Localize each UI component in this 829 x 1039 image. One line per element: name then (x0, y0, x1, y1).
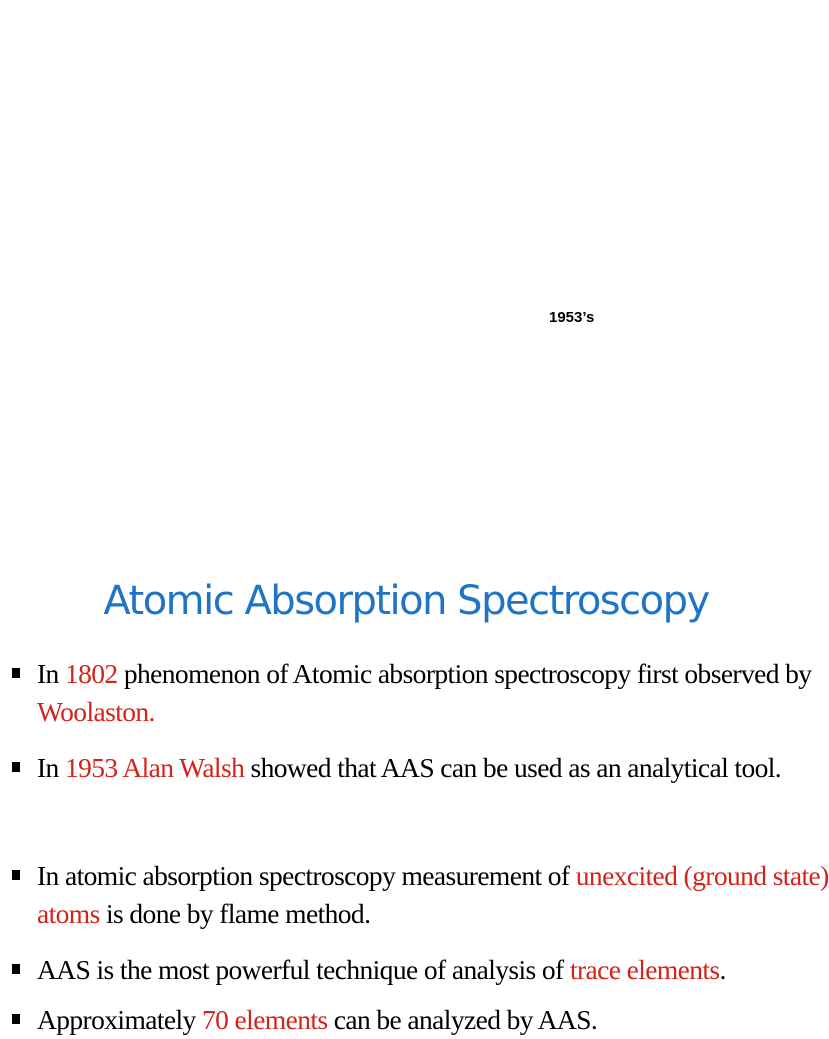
bullet-marker-icon (12, 870, 20, 880)
bullet-line: In atomic absorption spectroscopy measurement of unexcited (ground state) (37, 860, 829, 891)
bullet-item (12, 1001, 768, 1039)
bullet-item (12, 749, 782, 787)
slide-title: Atomic Absorption Spectroscopy (103, 578, 709, 624)
bullet-marker-icon (12, 964, 20, 974)
bullet-item (12, 655, 812, 731)
bullet-line: Approximately 70 elements can be analyzed by AAS. (37, 1004, 598, 1035)
bullet-line: atoms is done by flame method. (37, 898, 371, 929)
bullet-marker-icon (12, 668, 20, 678)
bullet-item (12, 951, 768, 989)
bullet-item (12, 857, 829, 933)
bullet-marker-icon (12, 1014, 20, 1024)
year-caption: 1953’s (549, 309, 595, 326)
bullet-line: Woolaston. (37, 696, 155, 727)
bullet-line: In 1802 phenomenon of Atomic absorption spectroscopy first observed by (37, 658, 812, 689)
bullet-marker-icon (12, 762, 20, 772)
bullet-line: In 1953 Alan Walsh showed that AAS can be used as an analytical tool. (37, 752, 782, 783)
bullet-line: AAS is the most powerful technique of analysis of trace elements. (37, 954, 726, 985)
